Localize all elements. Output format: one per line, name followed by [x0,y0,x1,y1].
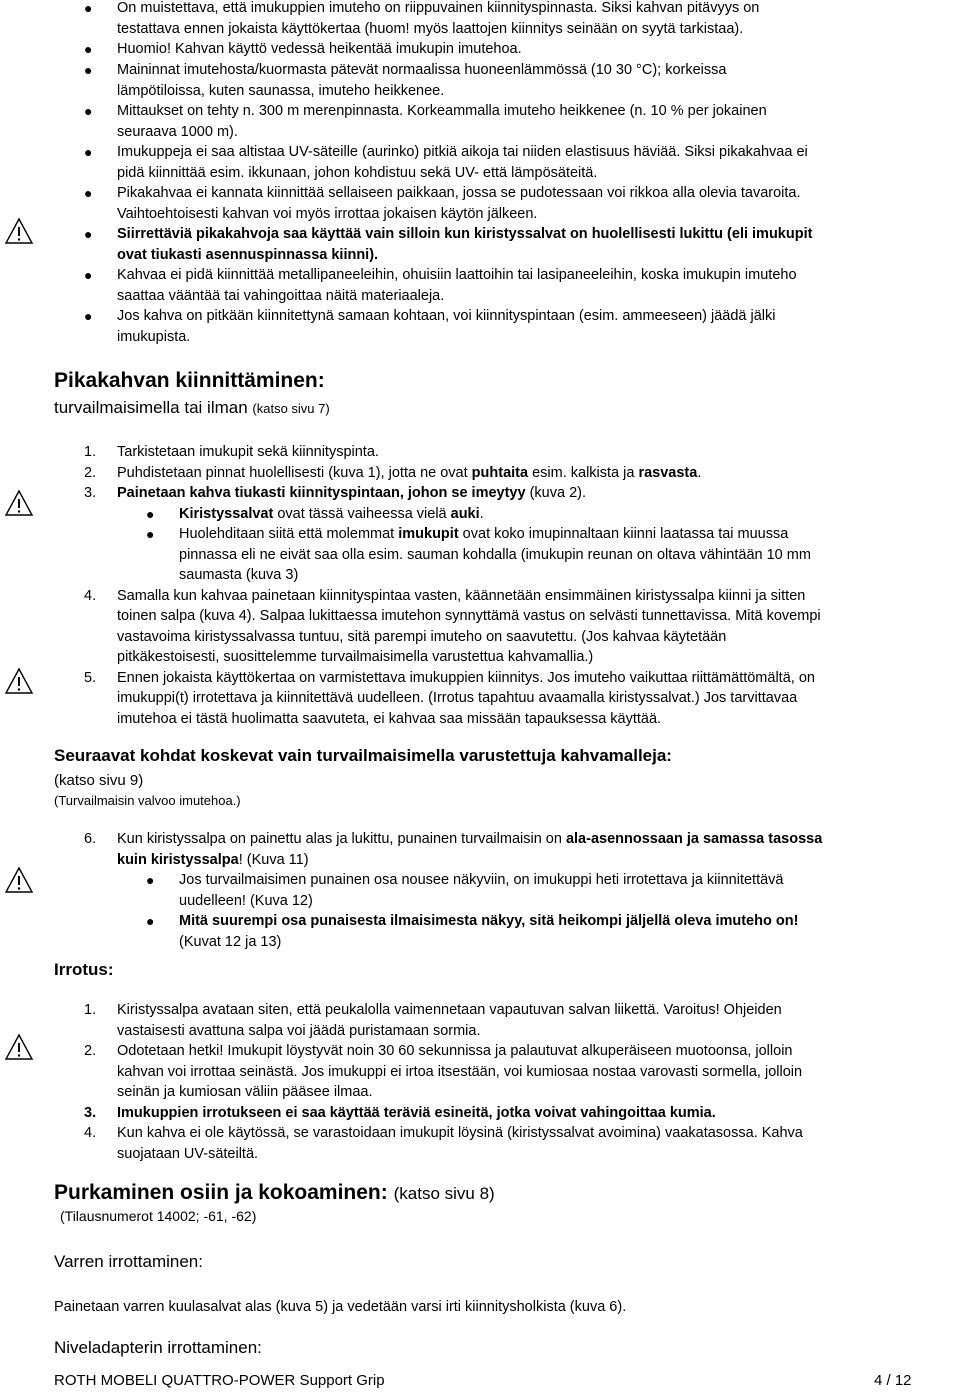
list-item: Maininnat imutehosta/kuormasta pätevät normaalissa huoneenlämmössä (10 30 °C); korkeissa lämpötiloissa, kuten saunassa, imuteho heikkenee. [117,62,727,99]
bullet-icon: ● [84,41,93,57]
list-item: Imukuppeja ei saa altistaa UV-säteille (aurinko) pitkiä aikoja tai niiden elastisuus häviää. Siksi pikakahvaa ei pidä kiinnittää esim. ikkunaan, johon kohdistuu sekä UV- että lämpösäteitä. [117,144,808,181]
sub-bullet-item: ● Kiristyssalvat ovat tässä vaiheessa vielä auki. [84,504,954,525]
step-item: 4. Kun kahva ei ole käytössä, se varastoidaan imukupit löysinä (kiristyssalvat avoimina) vaakatasossa. Kahva suojataan UV-säteiltä. [84,1125,803,1162]
sub-bullet-item: ● Jos turvailmaisimen punainen osa nousee näkyviin, on imukuppi heti irrotettava ja kiinnitettävä uudelleen! (Kuva 12) [146,872,784,909]
step-item: 3. Painetaan kahva tiukasti kiinnityspintaan, johon se imeytyy (kuva 2). [84,485,586,501]
bullet-icon: ● [84,267,93,283]
section-subtitle: turvailmaisimella tai ilman (katso sivu 7) [54,398,330,417]
warning-triangle-icon [4,667,34,695]
list-item: Huomio! Kahvan käyttö vedessä heikentää imukupin imutehoa. [117,41,522,57]
sub-bullet-item: ● Huolehditaan siitä että molemmat imukupit ovat koko imupinnaltaan kiinni laatassa tai muussa pinnassa eli ne eivät saa olla esim. sauman kohdalla (imukupin reunan on oltava vähintään 10 mm saumasta (kuva 3) [146,526,811,583]
subsection-title-arm: Varren irrottaminen: [54,1252,203,1271]
step-item: 3. Imukuppien irrotukseen ei saa käyttää teräviä esineitä, jotka voivat vahingoittaa kumia. [84,1104,716,1121]
warning-triangle-icon [4,1033,34,1061]
step-item: 2. Odotetaan hetki! Imukupit löystyvät noin 30 60 sekunnissa ja palautuvat alkuperäiseen muotoonsa, jolloin kahvan voi irrottaa seinästä. Jos imukuppi ei irtoa itsestään, voi kumiosaa nostaa varovasti sormella, jolloin seinän ja kumiosan väliin pääsee ilmaa. [84,1043,803,1100]
bullet-icon: ● [84,62,93,78]
page-number: 4 / 12 [874,1372,912,1389]
step-item: 1. Kiristyssalpa avataan siten, että peukalolla vaimennetaan vapautuvan salvan liikettä. Varoitus! Ohjeiden vastaisesti avattuna salpa voi jäädä puristamaan sormia. [84,1002,782,1039]
list-item: On muistettava, että imukuppien imuteho on riippuvainen kiinnityspinnasta. Siksi kahvan pitävyys on testattava ennen jokaista käyttökertaa (huom! myös laattojen kiinnitys seinään on syytä tarkistaa). [117,0,760,37]
bullet-icon: ● [84,0,93,16]
footer-product: ROTH MOBELI QUATTRO-POWER Support Grip [54,1372,385,1389]
list-item: Jos kahva on pitkään kiinnitettynä samaan kohtaan, voi kiinnityspintaan (esim. ammeeseen) jäädä jälki imukupista. [117,308,776,345]
bullet-icon: ● [84,185,93,201]
section-title-disassembly: Purkaminen osiin ja kokoaminen: (katso sivu 8) [54,1181,495,1204]
section-title-removal: Irrotus: [54,960,114,979]
list-item: Pikakahvaa ei kannata kiinnittää sellaiseen paikkaan, jossa se pudotessaan voi rikkoa alla olevia tavaroita. Vaihtoehtoisesti kahvan voi myös irrottaa jokaisen käytön jälkeen. [117,185,801,222]
bullet-icon: ● [84,308,93,324]
step-item: 2. Puhdistetaan pinnat huolellisesti (kuva 1), jotta ne ovat puhtaita esim. kalkista ja rasvasta. [84,464,702,481]
section-title-indicator: Seuraavat kohdat koskevat vain turvailmaisimella varustettuja kahvamalleja: [54,746,672,765]
bullet-icon: ● [84,226,93,242]
step-item: 5. Ennen jokaista käyttökertaa on varmistettava imukuppien kiinnitys. Jos imuteho vaikuttaa riittämättömältä, on imukuppi(t) irrotettava ja kiinnitettävä uudelleen. (Irrotus tapahtuu avaamalla kiristyssalvat.) Jos tarvittavaa imutehoa ei tästä huolimatta saavuteta, ei kahvaa saa missään tapauksessa käyttää. [84,669,815,727]
step-item: 1. Tarkistetaan imukupit sekä kiinnityspinta. [84,444,379,460]
paragraph: Painetaan varren kuulasalvat alas (kuva 5) ja vedetään varsi irti kiinnitysholkista (kuva 6). [54,1299,627,1315]
warning-triangle-icon [4,866,34,894]
subsection-title-adapter: Niveladapterin irrottaminen: [54,1338,262,1357]
order-numbers: (Tilausnumerot 14002; -61, -62) [60,1208,257,1224]
section-ref: (katso sivu 9) [54,772,144,789]
warning-triangle-icon [4,489,34,517]
bullet-icon: ● [146,526,155,542]
sub-bullet-item: ● Mitä suurempi osa punaisesta ilmaisimesta näkyy, sitä heikompi jäljellä oleva imuteho on! (Kuvat 12 ja 13) [146,913,799,950]
list-item: Siirrettäviä pikakahvoja saa käyttää vain silloin kun kiristyssalvat on huolellisesti lukittu (eli imukupit ovat tiukasti asennuspinnassa kiinni). [117,226,813,263]
steps-attaching [84,442,954,729]
bullet-icon: ● [146,872,155,888]
section-title-attaching: Pikakahvan kiinnittäminen: [54,369,325,392]
steps-removal [84,1000,959,1164]
bullet-icon: ● [84,103,93,119]
warning-triangle-icon [4,217,34,245]
steps-indicator [84,829,959,952]
step-item: 4. Samalla kun kahvaa painetaan kiinnityspintaa vasten, käännetään ensimmäinen kiristyssalpa kiinni ja sitten toinen salpa (kuva 4). Salpaa lukittaessa imutehon synnyttämä vastus on selvästi tunnettavissa. Mitä kovempi vastavoima kiristyssalvassa tuntuu, sitä parempi imuteho on saavutettu. (Jos kahvaa käytetään pitkäkestoisesti, suosittelemme turvailmaisimella varustettua kahvamallia.) [84,587,821,665]
bullet-icon: ● [84,144,93,160]
section-note: (Turvailmaisin valvoo imutehoa.) [54,793,241,808]
bullet-icon: ● [146,505,155,522]
step-item: 6. Kun kiristyssalpa on painettu alas ja lukittu, punainen turvailmaisin on ala-asennossaan ja samassa tasossa kuin kiristyssalpa! (Kuva 11) [84,831,823,868]
list-item: Mittaukset on tehty n. 300 m merenpinnasta. Korkeammalla imuteho heikkenee (n. 10 % per jokainen seuraava 1000 m). [117,103,767,140]
bullet-icon: ● [146,913,155,929]
list-item: Kahvaa ei pidä kiinnittää metallipaneeleihin, ohuisiin laattoihin tai lasipaneeleihin, koska imukupin imuteho saattaa vääntää tai vahingoittaa näitä materiaaleja. [117,267,797,304]
